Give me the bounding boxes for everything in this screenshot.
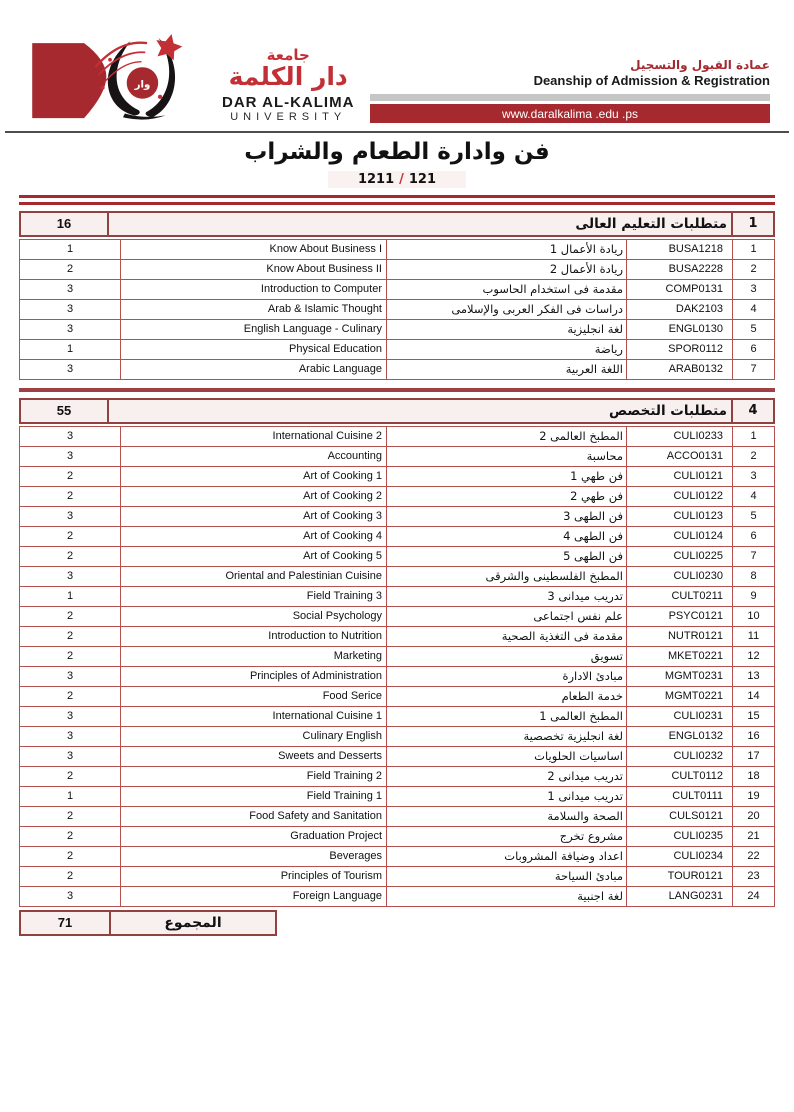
website-url: www.daralkalima .edu .ps (501, 106, 639, 121)
course-name-en: Graduation Project (120, 827, 386, 846)
brand-english-line1: DAR AL-KALIMA (222, 93, 355, 111)
course-number: 18 (732, 767, 774, 786)
course-number: 2 (732, 447, 774, 466)
header-divider-line (5, 131, 789, 133)
gray-divider-bar (370, 94, 770, 101)
course-name-en: Field Training 3 (120, 587, 386, 606)
course-name-en: Introduction to Computer (120, 280, 386, 299)
course-number: 6 (732, 527, 774, 546)
course-name-en: English Language - Culinary (120, 320, 386, 339)
course-row (20, 687, 774, 707)
course-row (20, 827, 774, 847)
course-code: BUSA1218 (626, 240, 732, 259)
university-brand (222, 45, 355, 124)
course-name-ar: المطبخ العالمى 2 (386, 427, 626, 446)
section-header (19, 398, 775, 424)
course-name-en: Introduction to Nutrition (120, 627, 386, 646)
course-credits: 3 (66, 570, 74, 582)
course-name-ar: فن طهي 2 (386, 487, 626, 506)
course-credits: 3 (66, 430, 74, 442)
course-credits: 1 (66, 790, 74, 802)
course-code: CULI0234 (626, 847, 732, 866)
course-number: 7 (732, 360, 774, 379)
course-credits: 2 (66, 830, 74, 842)
course-row (20, 887, 774, 906)
course-code: CULI0235 (626, 827, 732, 846)
course-credits: 2 (66, 630, 74, 642)
course-row (20, 487, 774, 507)
section-number: 1 (731, 213, 773, 235)
course-name-en: Beverages (120, 847, 386, 866)
course-code: SPOR0112 (626, 340, 732, 359)
letterhead (0, 0, 794, 124)
course-name-en: Art of Cooking 3 (120, 507, 386, 526)
course-row (20, 707, 774, 727)
course-row (20, 727, 774, 747)
course-credits: 2 (66, 810, 74, 822)
course-code: CULI0233 (626, 427, 732, 446)
course-number: 12 (732, 647, 774, 666)
course-number: 23 (732, 867, 774, 886)
section-title: متطلبات التعليم العالى (575, 216, 727, 232)
course-row (20, 867, 774, 887)
course-name-en: Arab & Islamic Thought (120, 300, 386, 319)
course-name-ar: مقدمة فى التغذية الصحية (386, 627, 626, 646)
course-name-en: Know About Business II (120, 260, 386, 279)
course-sections (19, 211, 775, 907)
course-credits: 3 (66, 450, 74, 462)
website-bar (370, 104, 770, 123)
course-row (20, 447, 774, 467)
course-number: 4 (732, 487, 774, 506)
course-number: 3 (732, 280, 774, 299)
program-code-numerator: 1211 (357, 172, 395, 187)
course-name-ar: فن الطهى 5 (386, 547, 626, 566)
course-credits: 1 (66, 243, 74, 255)
course-name-ar: اللغة العربية (386, 360, 626, 379)
course-credits: 3 (66, 303, 74, 315)
course-row (20, 607, 774, 627)
course-row (20, 767, 774, 787)
course-name-en: Art of Cooking 2 (120, 487, 386, 506)
course-code: ENGL0132 (626, 727, 732, 746)
course-name-ar: خدمة الطعام (386, 687, 626, 706)
course-name-en: International Cuisine 1 (120, 707, 386, 726)
course-code: MGMT0231 (626, 667, 732, 686)
dar-al-kalima-logo-icon (30, 32, 216, 120)
course-name-ar: فن طهي 1 (386, 467, 626, 486)
course-number: 13 (732, 667, 774, 686)
course-name-en: Art of Cooking 1 (120, 467, 386, 486)
course-code: CULI0121 (626, 467, 732, 486)
course-name-ar: دراسات فى الفكر العربى والإسلامى (386, 300, 626, 319)
course-table (19, 239, 775, 380)
course-name-ar: محاسبة (386, 447, 626, 466)
course-name-en: Social Psychology (120, 607, 386, 626)
course-code: ACCO0131 (626, 447, 732, 466)
course-code: LANG0231 (626, 887, 732, 906)
program-code-separator: / (399, 172, 404, 187)
course-code: CULI0122 (626, 487, 732, 506)
course-name-ar: المطبخ العالمى 1 (386, 707, 626, 726)
course-code: DAK2103 (626, 300, 732, 319)
course-name-en: Marketing (120, 647, 386, 666)
course-name-ar: تدريب ميدانى 1 (386, 787, 626, 806)
course-name-en: Oriental and Palestinian Cuisine (120, 567, 386, 586)
course-credits: 3 (66, 890, 74, 902)
course-code: ENGL0130 (626, 320, 732, 339)
course-name-en: Principles of Administration (120, 667, 386, 686)
grand-total-label: المجموع (109, 912, 275, 934)
course-credits: 2 (66, 550, 74, 562)
course-name-en: Sweets and Desserts (120, 747, 386, 766)
course-name-ar: اساسيات الحلويات (386, 747, 626, 766)
program-title: فن وادارة الطعام والشراب (244, 139, 550, 165)
course-number: 15 (732, 707, 774, 726)
course-row (20, 787, 774, 807)
brand-arabic-small: جامعة (266, 45, 310, 64)
course-name-en: Art of Cooking 4 (120, 527, 386, 546)
course-name-ar: علم نفس اجتماعى (386, 607, 626, 626)
course-row (20, 667, 774, 687)
course-code: CULT0112 (626, 767, 732, 786)
course-credits: 1 (66, 343, 74, 355)
course-name-en: Physical Education (120, 340, 386, 359)
course-credits: 3 (66, 363, 74, 375)
course-row (20, 747, 774, 767)
course-number: 8 (732, 567, 774, 586)
course-name-en: Culinary English (120, 727, 386, 746)
course-credits: 2 (66, 490, 74, 502)
course-row (20, 467, 774, 487)
letterhead-right (354, 58, 770, 124)
course-row (20, 320, 774, 340)
course-name-ar: اعداد وضيافة المشروبات (386, 847, 626, 866)
course-number: 11 (732, 627, 774, 646)
course-row (20, 807, 774, 827)
course-code: CULI0123 (626, 507, 732, 526)
course-credits: 3 (66, 510, 74, 522)
course-credits: 2 (66, 690, 74, 702)
course-number: 6 (732, 340, 774, 359)
course-name-ar: مبادئ السياحة (386, 867, 626, 886)
course-name-en: Field Training 2 (120, 767, 386, 786)
course-number: 3 (732, 467, 774, 486)
course-name-ar: لغة اجنبية (386, 887, 626, 906)
section-header (19, 211, 775, 237)
brand-arabic: دار الكلمة (228, 62, 348, 92)
course-row (20, 547, 774, 567)
course-row (20, 847, 774, 867)
course-row (20, 507, 774, 527)
course-name-en: Field Training 1 (120, 787, 386, 806)
course-name-ar: فن الطهى 4 (386, 527, 626, 546)
course-code: MKET0221 (626, 647, 732, 666)
course-name-ar: فن الطهى 3 (386, 507, 626, 526)
course-name-en: Know About Business I (120, 240, 386, 259)
course-row (20, 260, 774, 280)
course-credits: 3 (66, 710, 74, 722)
brand-english-line2: UNIVERSITY (230, 111, 347, 124)
course-row (20, 527, 774, 547)
section-total-credits: 16 (21, 213, 109, 235)
course-number: 10 (732, 607, 774, 626)
course-number: 1 (732, 427, 774, 446)
course-code: CULI0230 (626, 567, 732, 586)
course-credits: 3 (66, 750, 74, 762)
course-number: 14 (732, 687, 774, 706)
course-table (19, 426, 775, 907)
course-row (20, 360, 774, 379)
course-name-ar: الصحة والسلامة (386, 807, 626, 826)
course-number: 19 (732, 787, 774, 806)
course-code: MGMT0221 (626, 687, 732, 706)
course-credits: 3 (66, 670, 74, 682)
course-name-ar: مشروع تخرج (386, 827, 626, 846)
deanship-arabic: عمادة القبول والتسجيل (630, 58, 770, 72)
course-name-ar: المطبخ الفلسطينى والشرقى (386, 567, 626, 586)
course-row (20, 240, 774, 260)
course-code: ARAB0132 (626, 360, 732, 379)
double-red-rule (19, 195, 775, 205)
course-row (20, 280, 774, 300)
course-code: NUTR0121 (626, 627, 732, 646)
course-number: 16 (732, 727, 774, 746)
program-code-wrap (0, 168, 794, 188)
course-name-ar: مبادئ الادارة (386, 667, 626, 686)
grand-total-row (19, 910, 277, 936)
course-name-en: Accounting (120, 447, 386, 466)
course-credits: 1 (66, 590, 74, 602)
course-name-ar: ريادة الأعمال 1 (386, 240, 626, 259)
course-number: 2 (732, 260, 774, 279)
course-number: 22 (732, 847, 774, 866)
course-number: 7 (732, 547, 774, 566)
course-number: 21 (732, 827, 774, 846)
course-row (20, 627, 774, 647)
course-number: 20 (732, 807, 774, 826)
course-code: BUSA2228 (626, 260, 732, 279)
course-row (20, 340, 774, 360)
program-code-denominator: 121 (408, 172, 437, 187)
section-total-credits: 55 (21, 400, 109, 422)
course-name-en: Art of Cooking 5 (120, 547, 386, 566)
course-name-ar: لغة انجليزية تخصصية (386, 727, 626, 746)
course-name-ar: رياضة (386, 340, 626, 359)
section-separator (19, 388, 775, 392)
course-code: CULS0121 (626, 807, 732, 826)
course-name-ar: ريادة الأعمال 2 (386, 260, 626, 279)
university-logo (30, 32, 216, 124)
course-row (20, 427, 774, 447)
course-credits: 2 (66, 770, 74, 782)
course-row (20, 300, 774, 320)
course-credits: 3 (66, 730, 74, 742)
course-credits: 2 (66, 610, 74, 622)
course-number: 17 (732, 747, 774, 766)
course-code: TOUR0121 (626, 867, 732, 886)
course-code: CULT0211 (626, 587, 732, 606)
program-code (328, 171, 466, 188)
course-name-en: Arabic Language (120, 360, 386, 379)
course-code: CULT0111 (626, 787, 732, 806)
deanship-english: Deanship of Admission & Registration (533, 73, 770, 88)
course-number: 1 (732, 240, 774, 259)
course-code: CULI0232 (626, 747, 732, 766)
section-number: 4 (731, 400, 773, 422)
course-credits: 2 (66, 530, 74, 542)
course-name-en: Food Safety and Sanitation (120, 807, 386, 826)
course-code: CULI0225 (626, 547, 732, 566)
course-number: 9 (732, 587, 774, 606)
course-credits: 2 (66, 470, 74, 482)
section-title: متطلبات التخصص (608, 403, 727, 419)
course-code: CULI0231 (626, 707, 732, 726)
course-code: COMP0131 (626, 280, 732, 299)
course-name-ar: تدريب ميدانى 2 (386, 767, 626, 786)
course-name-en: International Cuisine 2 (120, 427, 386, 446)
course-credits: 2 (66, 263, 74, 275)
course-code: CULI0124 (626, 527, 732, 546)
course-credits: 2 (66, 870, 74, 882)
course-number: 4 (732, 300, 774, 319)
course-name-ar: لغة انجليزية (386, 320, 626, 339)
course-credits: 2 (66, 650, 74, 662)
course-number: 24 (732, 887, 774, 906)
course-code: PSYC0121 (626, 607, 732, 626)
course-credits: 3 (66, 323, 74, 335)
course-credits: 3 (66, 283, 74, 295)
course-name-en: Principles of Tourism (120, 867, 386, 886)
course-credits: 2 (66, 850, 74, 862)
course-number: 5 (732, 320, 774, 339)
course-row (20, 587, 774, 607)
course-row (20, 567, 774, 587)
course-name-ar: مقدمة فى استخدام الحاسوب (386, 280, 626, 299)
svg-text:وار: وار (134, 79, 151, 91)
course-name-en: Foreign Language (120, 887, 386, 906)
grand-total-value: 71 (57, 915, 73, 930)
course-name-ar: تسويق (386, 647, 626, 666)
course-row (20, 647, 774, 667)
course-number: 5 (732, 507, 774, 526)
course-name-ar: تدريب ميدانى 3 (386, 587, 626, 606)
course-name-en: Food Serice (120, 687, 386, 706)
